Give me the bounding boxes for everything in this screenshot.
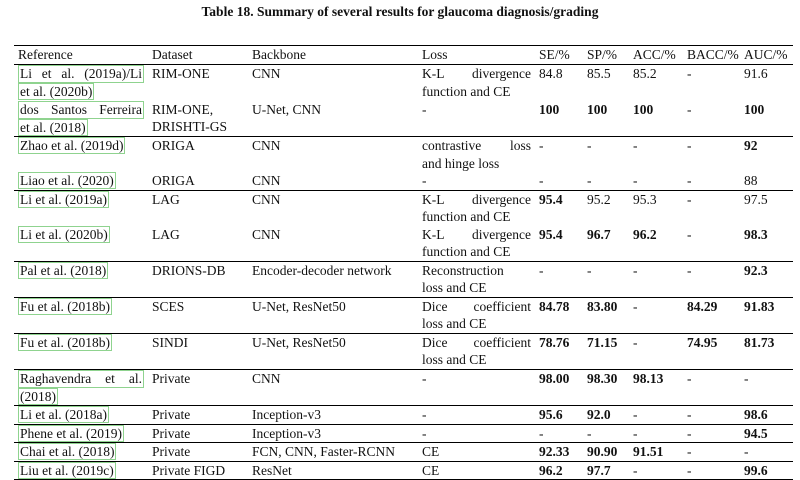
cell-sp: 83.80: [583, 297, 629, 333]
cell-reference: [14, 333, 148, 369]
loss-line: -: [422, 173, 427, 188]
cell-sp: 90.90: [583, 443, 629, 462]
header-loss: Loss: [418, 46, 535, 65]
cell-se: 100: [535, 101, 583, 137]
cell-sp: 96.7: [583, 226, 629, 262]
cell-sp: 100: [583, 101, 629, 137]
cell-backbone: Inception-v3: [248, 406, 418, 425]
loss-line: loss and CE: [422, 352, 487, 367]
header-auc: AUC/%: [740, 46, 793, 65]
cell-bacc: -: [683, 172, 740, 190]
cell-se: 78.76: [535, 333, 583, 369]
cell-acc: -: [629, 172, 683, 190]
cell-dataset: [148, 424, 248, 443]
cell-acc: -: [629, 333, 683, 369]
cell-dataset: [148, 190, 248, 226]
table-row: [14, 261, 793, 297]
dataset-line: Private: [152, 425, 191, 441]
cell-se: -: [535, 424, 583, 443]
dataset-line: DRISHTI-GS: [152, 119, 228, 134]
loss-line: function and CE: [422, 209, 511, 224]
cell-dataset: [148, 137, 248, 173]
table-row: [14, 443, 793, 462]
reference-link[interactable]: Phene et al. (2019): [20, 425, 122, 441]
header-sp: SP/%: [583, 46, 629, 65]
cell-reference: [14, 369, 148, 406]
cell-se: -: [535, 261, 583, 297]
loss-line: CE: [422, 462, 440, 478]
reference-link[interactable]: Raghavendra et al.: [20, 370, 142, 386]
cell-auc: -: [740, 443, 793, 462]
cell-bacc: -: [683, 461, 740, 480]
loss-line: Dice coefficient: [422, 334, 531, 350]
reference-link[interactable]: Pal et al. (2018): [20, 262, 107, 278]
cell-se: 98.00: [535, 369, 583, 406]
dataset-line: Private: [152, 444, 191, 459]
cell-loss: [418, 137, 535, 173]
table-row: [14, 333, 793, 369]
cell-dataset: [148, 333, 248, 369]
reference-link[interactable]: Chai et al. (2018): [20, 444, 115, 459]
cell-dataset: [148, 461, 248, 480]
dataset-line: Private: [152, 407, 191, 422]
cell-auc: -: [740, 369, 793, 406]
cell-loss: [418, 226, 535, 262]
cell-reference: [14, 226, 148, 262]
loss-line: and hinge loss: [422, 155, 500, 171]
cell-sp: 98.30: [583, 369, 629, 406]
cell-backbone: U-Net, ResNet50: [248, 333, 418, 369]
cell-acc: -: [629, 261, 683, 297]
reference-link[interactable]: Liu et al. (2019c): [20, 462, 114, 478]
cell-acc: 95.3: [633, 191, 657, 207]
cell-reference: [14, 406, 148, 425]
cell-auc: 97.5: [744, 191, 768, 207]
reference-link[interactable]: Li et al. (2019a)/Li: [20, 66, 142, 81]
cell-reference: [14, 190, 148, 226]
dataset-line: RIM-ONE,: [152, 101, 214, 117]
table-row: [14, 461, 793, 480]
cell-loss: [418, 297, 535, 333]
cell-bacc: -: [683, 369, 740, 406]
cell-se: 96.2: [535, 461, 583, 480]
cell-se: 84.78: [535, 297, 583, 333]
cell-backbone: FCN, CNN, Faster-RCNN: [248, 443, 418, 462]
cell-acc: 91.51: [629, 443, 683, 462]
cell-sp: 71.15: [583, 333, 629, 369]
header-reference: Reference: [14, 46, 148, 65]
cell-loss: [418, 190, 535, 226]
cell-bacc: -: [683, 226, 740, 262]
loss-line: Dice coefficient: [422, 298, 531, 314]
cell-loss: [418, 369, 535, 406]
cell-backbone: Inception-v3: [248, 424, 418, 443]
cell-reference: [14, 65, 148, 101]
loss-line: loss and CE: [422, 280, 487, 295]
cell-loss: [418, 424, 535, 443]
cell-acc: -: [629, 406, 683, 425]
dataset-line: SINDI: [152, 334, 188, 350]
cell-auc: 100: [740, 101, 793, 137]
cell-backbone: CNN: [252, 138, 281, 153]
dataset-line: Private FIGD: [152, 462, 226, 478]
dataset-line: LAG: [152, 191, 180, 207]
dataset-line: RIM-ONE: [152, 66, 210, 81]
cell-reference: [14, 137, 148, 173]
cell-se: 92.33: [535, 443, 583, 462]
cell-loss: [418, 461, 535, 480]
cell-bacc: -: [683, 424, 740, 443]
table-row: [14, 137, 793, 173]
cell-backbone: CNN: [248, 172, 418, 190]
cell-dataset: [148, 261, 248, 297]
cell-bacc: -: [687, 66, 692, 81]
cell-se: 95.4: [539, 191, 563, 207]
loss-line: Reconstruction: [422, 262, 504, 278]
dataset-line: SCES: [152, 298, 185, 314]
cell-sp: 85.5: [587, 66, 611, 81]
cell-auc: 98.6: [740, 406, 793, 425]
cell-sp: -: [583, 261, 629, 297]
cell-backbone: CNN: [252, 191, 281, 207]
cell-dataset: [148, 101, 248, 137]
cell-sp: -: [587, 138, 592, 153]
header-bacc: BACC/%: [683, 46, 740, 65]
loss-line: -: [422, 407, 427, 422]
cell-dataset: [148, 406, 248, 425]
table-row: [14, 101, 793, 137]
cell-dataset: [148, 226, 248, 262]
reference-link[interactable]: Li et al. (2019a): [20, 191, 107, 207]
cell-auc: 99.6: [740, 461, 793, 480]
table-row: [14, 172, 793, 190]
cell-dataset: [148, 65, 248, 101]
table-body: [14, 65, 793, 480]
table-row: [14, 65, 793, 101]
cell-acc: 85.2: [633, 66, 657, 81]
table-row: [14, 406, 793, 425]
cell-sp: 97.7: [583, 461, 629, 480]
results-table: [14, 45, 793, 480]
cell-bacc: -: [683, 261, 740, 297]
cell-backbone: U-Net, CNN: [248, 101, 418, 137]
cell-backbone: U-Net, ResNet50: [248, 297, 418, 333]
cell-bacc: -: [687, 191, 692, 207]
cell-acc: -: [629, 297, 683, 333]
cell-se: 95.4: [535, 226, 583, 262]
loss-line: CE: [422, 444, 440, 459]
cell-loss: [418, 333, 535, 369]
cell-reference: [14, 261, 148, 297]
header-row: [14, 46, 793, 65]
header-acc: ACC/%: [629, 46, 683, 65]
cell-backbone: ResNet: [248, 461, 418, 480]
cell-auc: 98.3: [740, 226, 793, 262]
cell-loss: [418, 172, 535, 190]
cell-sp: 92.0: [583, 406, 629, 425]
cell-auc: 92: [744, 138, 758, 153]
cell-bacc: 84.29: [683, 297, 740, 333]
cell-acc: -: [629, 461, 683, 480]
cell-reference: [14, 101, 148, 137]
loss-line: K-L divergence: [422, 66, 531, 81]
loss-line: -: [422, 101, 427, 117]
reference-link[interactable]: Fu et al. (2018b): [20, 334, 110, 350]
header-dataset: Dataset: [148, 46, 248, 65]
cell-se: -: [535, 172, 583, 190]
loss-line: -: [422, 425, 427, 441]
cell-se: 95.6: [535, 406, 583, 425]
loss-line: K-L divergence: [422, 226, 531, 242]
cell-reference: [14, 424, 148, 443]
header-backbone: Backbone: [248, 46, 418, 65]
cell-dataset: [148, 443, 248, 462]
cell-backbone: CNN: [248, 226, 418, 262]
reference-link[interactable]: et al. (2018): [20, 119, 86, 135]
cell-loss: [418, 65, 535, 101]
table-row: [14, 424, 793, 443]
table-row: [14, 226, 793, 262]
cell-auc: 91.83: [740, 297, 793, 333]
table-row: [14, 190, 793, 226]
reference-link[interactable]: Zhao et al. (2019d): [20, 138, 124, 153]
reference-link[interactable]: Liao et al. (2020): [20, 173, 114, 188]
cell-bacc: -: [687, 138, 692, 153]
cell-auc: 81.73: [740, 333, 793, 369]
loss-line: -: [422, 370, 427, 386]
table-row: [14, 369, 793, 406]
cell-sp: -: [583, 172, 629, 190]
cell-se: 84.8: [539, 66, 563, 81]
reference-link[interactable]: et al. (2020b): [20, 84, 93, 99]
cell-loss: [418, 261, 535, 297]
cell-reference: [14, 461, 148, 480]
cell-acc: 96.2: [629, 226, 683, 262]
reference-link[interactable]: Fu et al. (2018b): [20, 298, 110, 314]
table-row: [14, 297, 793, 333]
dataset-line: ORIGA: [152, 173, 195, 188]
cell-reference: [14, 297, 148, 333]
cell-sp: -: [583, 424, 629, 443]
cell-bacc: -: [683, 406, 740, 425]
cell-sp: 95.2: [587, 191, 611, 207]
cell-auc: 91.6: [744, 66, 768, 81]
cell-dataset: [148, 369, 248, 406]
cell-auc: 94.5: [740, 424, 793, 443]
dataset-line: ORIGA: [152, 138, 195, 153]
cell-loss: [418, 443, 535, 462]
cell-reference: [14, 443, 148, 462]
cell-bacc: -: [683, 443, 740, 462]
dataset-line: LAG: [152, 226, 180, 242]
cell-bacc: -: [683, 101, 740, 137]
cell-backbone: CNN: [248, 369, 418, 406]
table-caption: Table 18. Summary of several results for glaucoma diagnosis/grading: [201, 4, 599, 19]
cell-auc: 92.3: [740, 261, 793, 297]
cell-reference: [14, 172, 148, 190]
cell-dataset: [148, 297, 248, 333]
dataset-line: DRIONS-DB: [152, 262, 226, 278]
loss-line: K-L divergence: [422, 191, 531, 207]
cell-loss: [418, 406, 535, 425]
reference-link[interactable]: dos Santos Ferreira: [20, 101, 142, 117]
cell-acc: 98.13: [629, 369, 683, 406]
cell-se: -: [539, 138, 544, 153]
reference-link[interactable]: (2018): [20, 388, 56, 404]
cell-dataset: [148, 172, 248, 190]
cell-backbone: CNN: [252, 66, 281, 81]
loss-line: contrastive loss: [422, 138, 531, 153]
cell-auc: 88: [740, 172, 793, 190]
cell-acc: -: [633, 138, 638, 153]
reference-link[interactable]: Li et al. (2020b): [20, 226, 108, 242]
cell-acc: -: [629, 424, 683, 443]
loss-line: function and CE: [422, 244, 511, 259]
reference-link[interactable]: Li et al. (2018a): [20, 407, 107, 422]
dataset-line: Private: [152, 370, 191, 386]
loss-line: function and CE: [422, 83, 511, 99]
cell-acc: 100: [629, 101, 683, 137]
header-se: SE/%: [535, 46, 583, 65]
cell-loss: [418, 101, 535, 137]
loss-line: loss and CE: [422, 316, 487, 331]
cell-bacc: 74.95: [683, 333, 740, 369]
cell-backbone: Encoder-decoder network: [248, 261, 418, 297]
